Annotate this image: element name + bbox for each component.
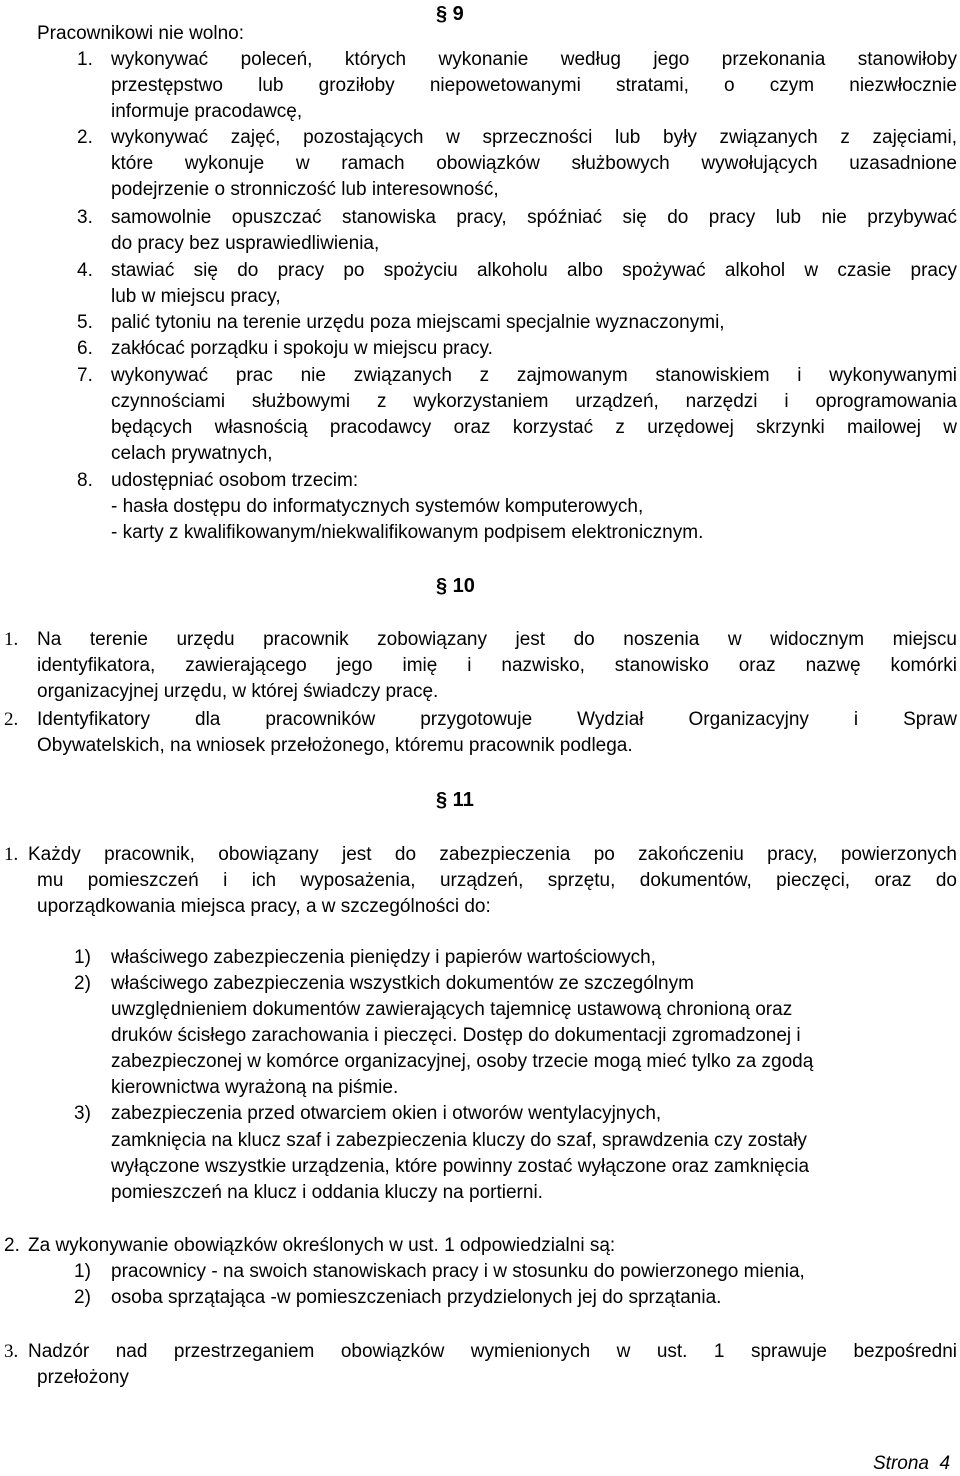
s9-item-2-line-3: podejrzenie o stronniczość lub interesowność, — [111, 179, 499, 200]
s11-sub-2-line-2: uwzględnieniem dokumentów zawierających tajemnicę ustawową chronioną oraz — [111, 999, 793, 1020]
s11-sub-1-num: 1) — [74, 947, 91, 968]
section-9-intro: Pracownikowi nie wolno: — [37, 23, 244, 44]
s9-item-2-line-2: które wykonuje w ramach obowiązków służbowych wywołujących uzasadnione — [111, 153, 957, 174]
s10-item-1-line-3: organizacyjnej urzędu, w której świadczy pracę. — [37, 681, 439, 702]
s11-sub-1-line-1: właściwego zabezpieczenia pieniędzy i papierów wartościowych, — [111, 947, 656, 968]
s11-item-1-line-3: uporządkowania miejsca pracy, a w szczególności do: — [37, 896, 491, 917]
s10-item-2-num: 2. — [4, 709, 19, 730]
s11-sub2-1-num: 1) — [74, 1261, 91, 1282]
s11-item-1-num: 1. — [4, 844, 19, 865]
s9-item-4-line-1: stawiać się do pracy po spożyciu alkoholu albo spożywać alkohol w czasie pracy — [111, 260, 957, 281]
s11-sub2-2-line-1: osoba sprzątająca -w pomieszczeniach przydzielonych jej do sprzątania. — [111, 1287, 722, 1308]
s11-sub-3-num: 3) — [74, 1103, 91, 1124]
s10-item-2-line-2: Obywatelskich, na wniosek przełożonego, któremu pracownik podlega. — [37, 735, 633, 756]
s9-item-5-line-1: palić tytoniu na terenie urzędu poza miejscami specjalnie wyznaczonymi, — [111, 312, 725, 333]
s9-item-7-line-4: celach prywatnych, — [111, 443, 273, 464]
s9-item-5-num: 5. — [77, 312, 93, 333]
s11-sub2-1-line-1: pracownicy - na swoich stanowiskach pracy i w stosunku do powierzonego mienia, — [111, 1261, 805, 1282]
s10-item-2-line-1: Identyfikatory dla pracowników przygotowuje Wydział Organizacyjny i Spraw — [37, 709, 957, 730]
s9-item-8-line-1: udostępniać osobom trzecim: — [111, 470, 359, 491]
s11-item-2-line-1: Za wykonywanie obowiązków określonych w ust. 1 odpowiedzialni są: — [28, 1235, 616, 1256]
s9-item-6-line-1: zakłócać porządku i spokoju w miejscu pracy. — [111, 338, 493, 359]
s11-sub-2-line-3: druków ścisłego zarachowania i pieczęci. Dostęp do dokumentacji zgromadzonej i — [111, 1025, 801, 1046]
s9-item-8-line-2: - hasła dostępu do informatycznych systemów komputerowych, — [111, 496, 644, 517]
s11-item-1-line-1: Każdy pracownik, obowiązany jest do zabezpieczenia po zakończeniu pracy, powierzonych — [28, 844, 957, 865]
s11-sub2-2-num: 2) — [74, 1287, 91, 1308]
section-heading-11: § 11 — [436, 789, 474, 811]
s11-item-1-line-2: mu pomieszczeń i ich wyposażenia, urządzeń, sprzętu, dokumentów, pieczęci, oraz do — [37, 870, 957, 891]
s10-item-1-line-2: identyfikatora, zawierającego jego imię i nazwisko, stanowisko oraz nazwę komórki — [37, 655, 957, 676]
footer-label: Strona — [873, 1453, 929, 1474]
s9-item-4-line-2: lub w miejscu pracy, — [111, 286, 281, 307]
page-footer — [873, 1452, 950, 1476]
s9-item-4-num: 4. — [77, 260, 93, 281]
s11-sub-2-line-5: kierownictwa wyrażoną na piśmie. — [111, 1077, 399, 1098]
s9-item-7-line-3: będących własnością pracodawcy oraz korzystać z urzędowej skrzynki mailowej w — [111, 417, 957, 438]
s11-item-3-line-1: Nadzór nad przestrzeganiem obowiązków wymienionych w ust. 1 sprawuje bezpośredni — [28, 1341, 957, 1362]
s9-item-1-num: 1. — [77, 49, 93, 70]
s11-sub-2-num: 2) — [74, 973, 91, 994]
s11-sub-3-line-1: zabezpieczenia przed otwarciem okien i otworów wentylacyjnych, — [111, 1103, 662, 1124]
s9-item-8-num: 8. — [77, 470, 93, 491]
s9-item-2-line-1: wykonywać zajęć, pozostających w sprzeczności lub były związanych z zajęciami, — [111, 127, 957, 148]
s11-item-3-line-2: przełożony — [37, 1367, 129, 1388]
s9-item-6-num: 6. — [77, 338, 93, 359]
section-heading-9: § 9 — [436, 3, 464, 25]
s10-item-1-num: 1. — [4, 629, 19, 650]
s9-item-1-line-3: informuje pracodawcę, — [111, 101, 303, 122]
s9-item-1-line-1: wykonywać poleceń, których wykonanie według jego przekonania stanowiłoby — [111, 49, 957, 70]
s9-item-7-num: 7. — [77, 365, 93, 386]
s9-item-7-line-2: czynnościami służbowymi z wykorzystaniem urządzeń, narzędzi i oprogramowania — [111, 391, 957, 412]
s10-item-1-line-1: Na terenie urzędu pracownik zobowiązany jest do noszenia w widocznym miejscu — [37, 629, 957, 650]
s11-item-3-num: 3. — [4, 1341, 19, 1362]
s11-sub-2-line-4: zabezpieczonej w komórce organizacyjnej, osoby trzecie mogą mieć tylko za zgodą — [111, 1051, 814, 1072]
s11-sub-3-line-3: wyłączone wszystkie urządzenia, które powinny zostać wyłączone oraz zamknięcia — [111, 1156, 810, 1177]
section-heading-10: § 10 — [436, 575, 475, 597]
s9-item-3-line-2: do pracy bez usprawiedliwienia, — [111, 233, 380, 254]
s11-sub-3-line-4: pomieszczeń na klucz i oddania kluczy na portierni. — [111, 1182, 543, 1203]
page-number: 4 — [939, 1453, 951, 1474]
s9-item-3-line-1: samowolnie opuszczać stanowiska pracy, spóźniać się do pracy lub nie przybywać — [111, 207, 957, 228]
s11-item-2-num: 2. — [4, 1235, 20, 1256]
s9-item-3-num: 3. — [77, 207, 93, 228]
s9-item-2-num: 2. — [77, 127, 93, 148]
s9-item-8-line-3: - karty z kwalifikowanym/niekwalifikowanym podpisem elektronicznym. — [111, 522, 704, 543]
s11-sub-3-line-2: zamknięcia na klucz szaf i zabezpieczenia kluczy do szaf, sprawdzenia czy zostały — [111, 1130, 807, 1151]
s9-item-7-line-1: wykonywać prac nie związanych z zajmowanym stanowiskiem i wykonywanymi — [111, 365, 957, 386]
s9-item-1-line-2: przestępstwo lub groziłoby niepowetowanymi stratami, o czym niezwłocznie — [111, 75, 957, 96]
s11-sub-2-line-1: właściwego zabezpieczenia wszystkich dokumentów ze szczególnym — [111, 973, 694, 994]
